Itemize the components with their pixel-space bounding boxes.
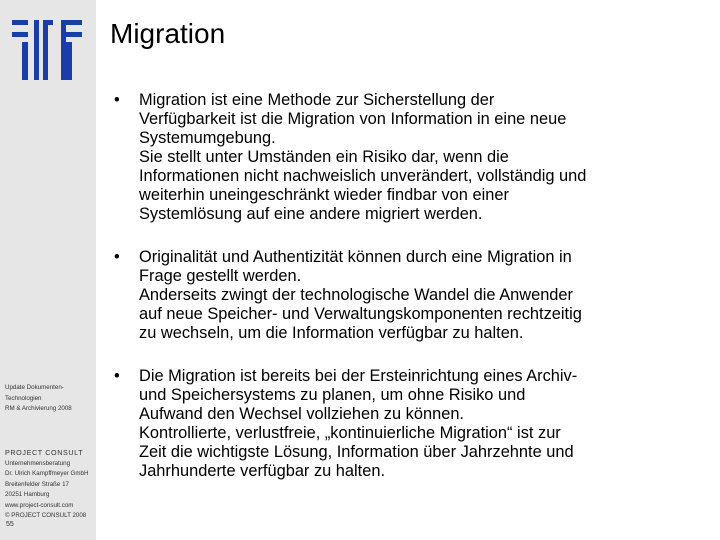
company-line: Breitenfelder Straße 17 [5,480,69,488]
bullet-line: Zeit die wichtigste Lösung, Information über Jahrzehnte und [139,443,574,461]
bullet-icon: • [114,367,120,385]
bullet-line: Jahrhunderte verfügbar zu halten. [139,462,386,480]
bullet-line: Migration ist eine Methode zur Sicherstellung der [139,91,495,109]
project-consult-logo-icon [12,20,82,80]
sidebar [0,0,96,540]
bullet-line: Verfügbarkeit ist die Migration von Information in eine neue [139,110,567,128]
bullet-line: Systemumgebung. [139,129,276,147]
event-line: Update Dokumenten- [5,384,64,391]
event-line: RM & Archivierung 2008 [5,405,72,412]
bullet-line: Informationen nicht nachweislich unverändert, vollständig und [139,167,587,185]
company-info [5,448,88,522]
bullet-list [114,91,704,505]
bullet-line: Aufwand den Wechsel vollziehen zu können. [139,405,464,423]
company-line: 20251 Hamburg [5,491,50,498]
bullet-line: Sie stellt unter Umständen ein Risiko dar, wenn die [139,148,509,166]
bullet-line: Die Migration ist bereits bei der Ersteinrichtung eines Archiv- [139,367,578,385]
bullet-line: Anderseits zwingt der technologische Wandel die Anwender [139,286,573,304]
bullet-icon: • [114,248,120,266]
bullet-line: Kontrollierte, verlustfreie, „kontinuierliche Migration“ ist zur [139,424,561,442]
company-line: Unternehmensberatung [5,459,71,467]
event-line: Technologien [5,394,42,402]
company-copyright: © PROJECT CONSULT 2008 [5,512,87,519]
bullet-icon: • [114,91,120,109]
company-line: Dr. Ulrich Kampffmeyer GmbH [5,470,89,477]
bullet-line: zu wechseln, um die Information verfügbar zu halten. [139,324,524,342]
bullet-line: und Speichersystems zu planen, um ohne Risiko und [139,386,526,404]
bullet-item [114,367,704,481]
company-website: www.project-consult.com [5,501,74,509]
bullet-item [114,91,704,224]
bullet-line: weiterhin uneingeschränkt wieder findbar von einer [139,186,509,204]
bullet-line: Originalität und Authentizität können durch eine Migration in [139,248,572,266]
company-name: PROJECT CONSULT [5,448,84,457]
bullet-item [114,248,704,343]
page-number: 55 [6,521,14,528]
slide-title: Migration [110,18,226,49]
bullet-line: Systemlösung auf eine andere migriert werden. [139,205,483,223]
event-info [5,383,72,415]
bullet-line: auf neue Speicher- und Verwaltungskomponenten rechtzeitig [139,305,582,323]
bullet-line: Frage gestellt werden. [139,267,302,285]
